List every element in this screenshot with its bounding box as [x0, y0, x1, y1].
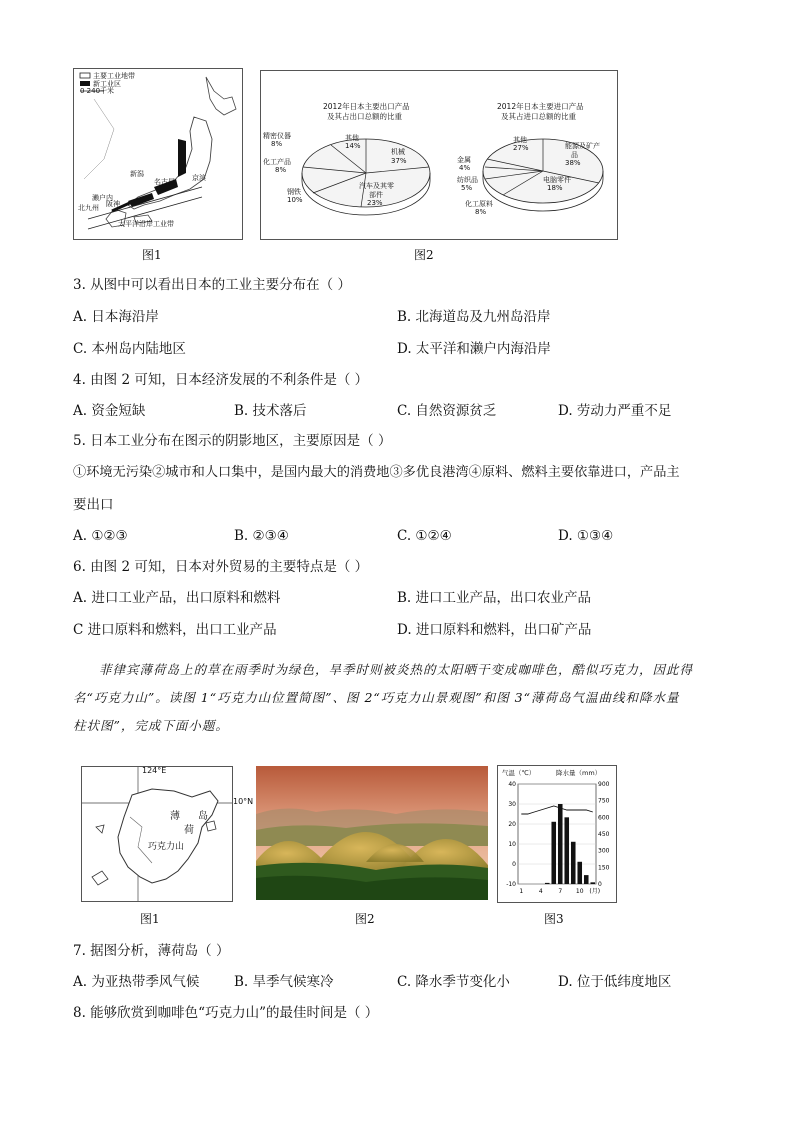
precip-bar [551, 822, 556, 884]
export-qita: 其他 [345, 134, 359, 142]
q3-stem: 3. 从图中可以看出日本的工业主要分布在（ ） [73, 277, 351, 293]
import-diannao-value: 18% [547, 184, 563, 192]
temp-axis-label: 气温（℃） [502, 769, 536, 777]
month-tick-label: 10 [575, 888, 584, 895]
q4-option-d: D. 劳动力严重不足 [558, 403, 672, 419]
label-setouchi: 濑户内 [92, 194, 113, 202]
export-gangtie-value: 10% [287, 196, 303, 204]
export-huagong: 化工产品 [263, 158, 291, 166]
figure1-caption: 图1 [142, 248, 162, 262]
precip-tick-label: 300 [598, 847, 610, 855]
export-huagong-value: 8% [275, 166, 287, 174]
island-name-3: 岛 [198, 811, 208, 822]
import-jinshu-value: 4% [459, 164, 471, 172]
export-qita-value: 14% [345, 142, 361, 150]
plot-frame [518, 784, 596, 884]
label-kitakyushu: 北九州 [78, 204, 99, 212]
island-drawing [82, 767, 232, 901]
temperature-curve [521, 806, 593, 814]
import-jinshu: 金属 [457, 156, 471, 164]
precip-axis-label: 降水量（mm） [556, 769, 602, 777]
label-niigata: 新潟 [130, 170, 144, 178]
precip-bar [590, 882, 595, 884]
q6-option-c: C 进口原料和燃料，出口工业产品 [73, 622, 277, 638]
chocolate-hills-photo [256, 766, 488, 900]
q5-detail-1: ①环境无污染②城市和人口集中，是国内最大的消费地③多优良港湾④原料、燃料主要依靠进口，产品主 [73, 465, 680, 480]
import-nengyuan-value: 38% [565, 159, 581, 167]
import-title-1: 2012年日本主要进口产品 [497, 102, 584, 111]
month-tick-label: 1 [519, 888, 524, 895]
month-tick-label: 7 [558, 888, 563, 895]
export-qiche-1: 汽车及其零 [359, 182, 394, 190]
lat-label: 10°N [233, 797, 254, 806]
import-fangzhi: 纺织品 [457, 176, 478, 184]
japan-industry-map [73, 68, 243, 240]
island-name-2: 荷 [184, 825, 194, 836]
figure1b-caption: 图1 [140, 912, 160, 926]
q5-option-c: C. ①②④ [397, 528, 452, 544]
landscape-drawing [256, 766, 488, 900]
export-jixie-value: 37% [391, 157, 407, 165]
precip-bar [545, 883, 550, 884]
import-qita-value: 27% [513, 144, 529, 152]
import-diannao: 电脑零件 [543, 176, 571, 184]
precip-tick-label: 150 [598, 864, 610, 872]
q3-option-b: B. 北海道岛及九州岛沿岸 [397, 309, 551, 325]
precip-bar [571, 842, 576, 884]
import-title-2: 及其占进口总额的比重 [501, 112, 576, 121]
q6-option-b: B. 进口工业产品，出口农业产品 [397, 590, 592, 606]
japan-trade-pies [260, 70, 618, 240]
import-nengyuan-1: 能源及矿产 [565, 142, 600, 150]
q7-option-c: C. 降水季节变化小 [397, 974, 510, 990]
bohol-location-map [81, 766, 233, 902]
q4-option-a: A. 资金短缺 [73, 403, 146, 419]
label-pacific-belt: 太平洋沿岸工业带 [118, 220, 174, 228]
intro-line-3: 柱状图”，完成下面小题。 [73, 718, 229, 733]
intro-line-1: 菲律宾薄荷岛上的草在雨季时为绿色，旱季时则被炎热的太阳晒干变成咖啡色，酷似巧克力，因此得 [99, 662, 694, 677]
q7-stem: 7. 据图分析，薄荷岛（ ） [73, 943, 230, 959]
q7-option-b: B. 旱季气候寒冷 [234, 974, 334, 990]
import-nengyuan-2: 品 [571, 151, 578, 159]
month-unit-label: (月) [589, 888, 601, 895]
export-jingmi: 精密仪器 [263, 132, 291, 140]
temp-tick-label: -10 [506, 881, 516, 888]
lon-label: 124°E [142, 766, 167, 775]
month-tick-label: 4 [538, 888, 543, 895]
q8-stem: 8. 能够欣赏到咖啡色“巧克力山”的最佳时间是（ ） [73, 1005, 379, 1021]
temp-tick-label: 0 [512, 861, 516, 868]
q4-option-b: B. 技术落后 [234, 403, 307, 419]
import-huagong-value: 8% [475, 208, 487, 216]
q5-detail-2: 要出口 [73, 497, 114, 513]
export-qiche-value: 23% [367, 199, 383, 207]
q7-option-a: A. 为亚热带季风气候 [73, 974, 200, 990]
q3-option-d: D. 太平洋和濑户内海沿岸 [397, 341, 551, 357]
climate-chart [497, 765, 617, 903]
q4-stem: 4. 由图 2 可知，日本经济发展的不利条件是（ ） [73, 372, 369, 388]
q5-option-b: B. ②③④ [234, 528, 289, 544]
island-name-1: 薄 [170, 811, 180, 822]
q5-option-a: A. ①②③ [73, 528, 128, 544]
figure2-caption: 图2 [414, 248, 434, 262]
precip-bar [558, 804, 563, 884]
q5-stem: 5. 日本工业分布在图示的阴影地区，主要原因是（ ） [73, 433, 392, 449]
precip-tick-label: 600 [598, 814, 610, 822]
figure3-caption: 图3 [544, 912, 564, 926]
legend-main-belt: 主要工业地带 [93, 72, 135, 80]
precip-tick-label: 900 [598, 781, 610, 788]
export-title-1: 2012年日本主要出口产品 [323, 102, 410, 111]
export-jixie: 机械 [391, 148, 405, 156]
export-title-2: 及其占出口总额的比重 [327, 112, 402, 121]
temp-tick-label: 10 [508, 841, 516, 848]
temp-tick-label: 20 [508, 821, 516, 828]
pie-drawing [261, 71, 617, 239]
import-fangzhi-value: 5% [461, 184, 473, 192]
temp-tick-label: 40 [508, 781, 516, 788]
q6-option-a: A. 进口工业产品，出口原料和燃料 [73, 590, 281, 606]
precip-bar [577, 862, 582, 884]
q6-stem: 6. 由图 2 可知，日本对外贸易的主要特点是（ ） [73, 559, 369, 575]
label-hanshin: 阪神 [106, 200, 120, 208]
precip-tick-label: 0 [598, 881, 602, 888]
precip-tick-label: 750 [598, 797, 610, 805]
precip-bar [564, 817, 569, 884]
label-keihin: 京滨 [192, 174, 206, 182]
q4-option-c: C. 自然资源贫乏 [397, 403, 497, 419]
export-qiche-2: 部件 [369, 191, 383, 199]
q6-option-d: D. 进口原料和燃料，出口矿产品 [397, 622, 592, 638]
import-huagong: 化工原料 [465, 200, 493, 208]
export-gangtie: 钢铁 [287, 188, 301, 196]
map-scale: 0 240千米 [80, 87, 115, 95]
temp-tick-label: 30 [508, 801, 516, 808]
import-qita: 其他 [513, 136, 527, 144]
precip-tick-label: 450 [598, 831, 610, 838]
export-jingmi-value: 8% [271, 140, 283, 148]
legend-new-zone: 新工业区 [93, 80, 121, 88]
chocolate-hills-label: 巧克力山 [148, 842, 185, 852]
figure2b-caption: 图2 [355, 912, 375, 926]
q3-option-c: C. 本州岛内陆地区 [73, 341, 186, 357]
q5-option-d: D. ①③④ [558, 528, 614, 544]
precip-bar [584, 875, 589, 884]
climate-chart-svg [498, 766, 616, 902]
label-nagoya: 名古屋 [154, 178, 175, 186]
intro-line-2: 名“巧克力山”。读图 1“巧克力山位置简图”、图 2“巧克力山景观图”和图 3“薄荷岛气温曲线和降水量 [73, 690, 680, 705]
q7-option-d: D. 位于低纬度地区 [558, 974, 672, 990]
q3-option-a: A. 日本海沿岸 [73, 309, 159, 325]
